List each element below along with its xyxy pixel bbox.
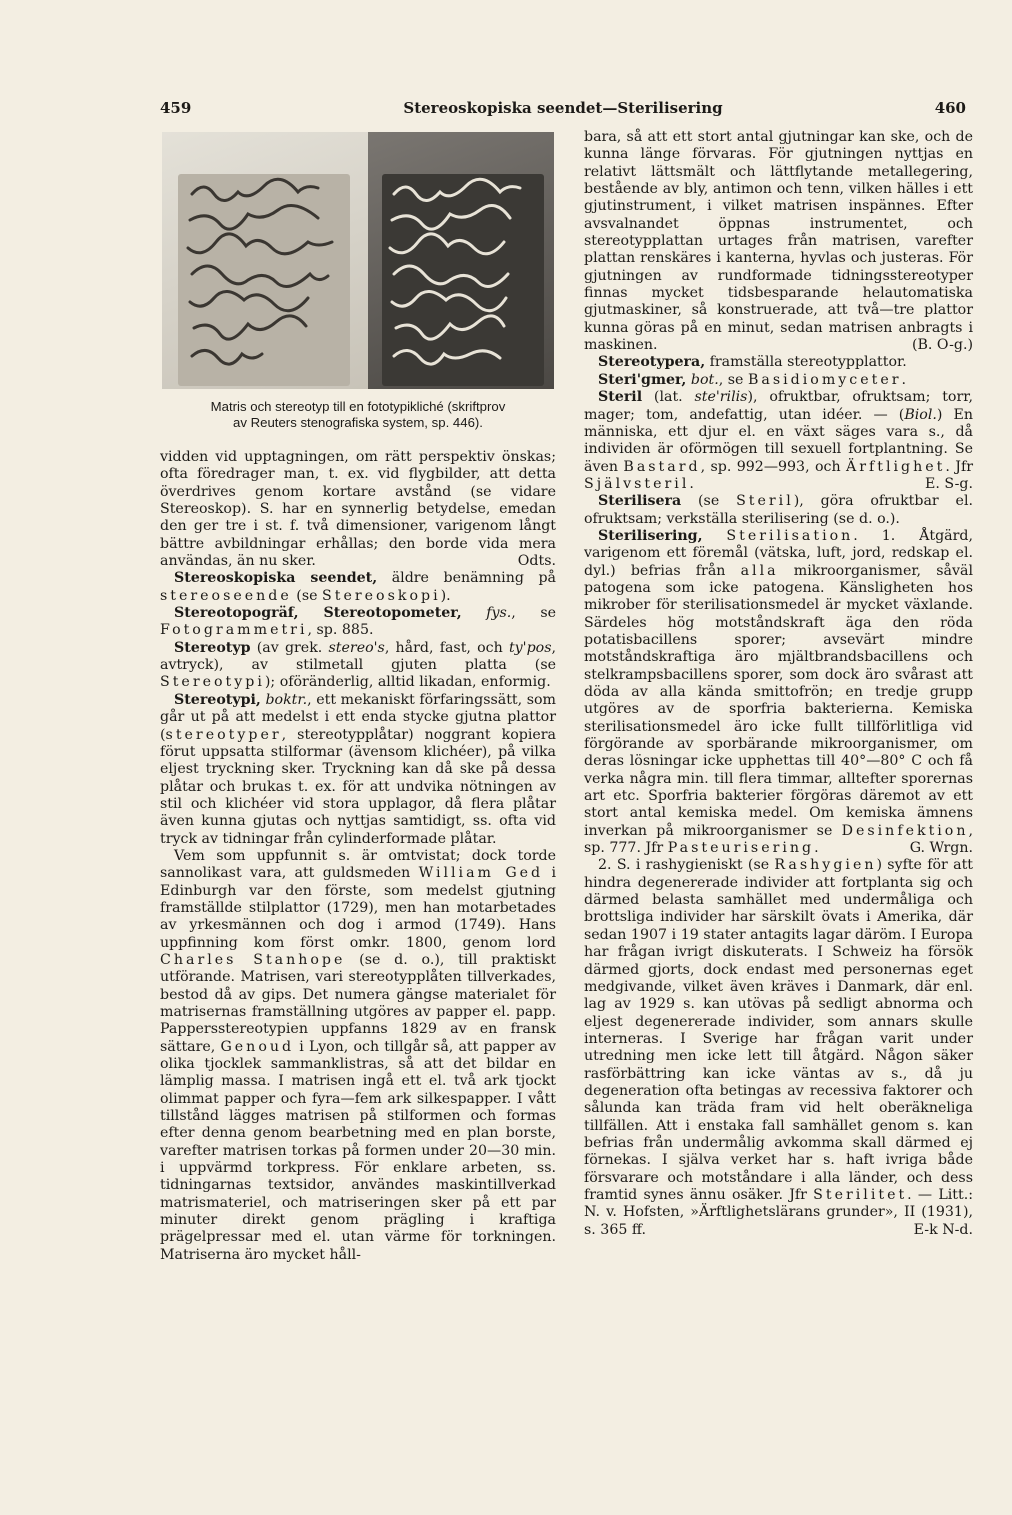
headword: Steril <box>598 389 643 406</box>
entry-stereotyp: Stereotyp (av grek. stereo's, hård, fast, och ty'pos, avtryck), av stilmetall gjuten platta (se Stereotypi); oföränderlig, alltid likadan, enformig. <box>160 639 556 691</box>
sterilisering-rashygien: 2. S. i rashygieniskt (se Rashygien) syfte för att hindra degenererade individer att fortplanta sig och därmed belasta samhället med undermåliga och brottsliga individer har särskilt övats i Amerika, där sedan 1907 i 19 stater antagits lagar däröm. I Europa har frågan ivrigt diskuterats. I Schweiz ha försök därmed gjorts, dock endast med personernas eget medgivande, vilket även kräves i Danmark, där enl. lag av 1929 s. kan utövas på sedligt abnorma och eljest degenererade individer, som annars skulle interneras. I Sverige har frågan varit under utredning men icke lett till åtgärd. Någon säker rasförbättring kan icke väntas av s., då ju degeneration ofta betingas av recessiva faktorer och sålunda kan träda fram vid helt oberäkneliga tillfällen. Att i enstaka fall samhället genom s. kan befrias från undermålig avkomma skall därmed ej förnekas. I själva verket har s. haft ivriga både försvarare och motståndare i alla länder, och dess framtid synes ännu osäker. Jfr Sterilitet. — Litt.: N. v. Hofsten, »Ärftlighetslärans grunder», II (1931), s. 365 ff. E-k N-d. <box>584 857 973 1238</box>
signature: E-k N-d. <box>913 1221 973 1238</box>
entry-stereoskopiska-seendet: Stereoskopiska seendet, äldre benämning på stereoseende (se Stereoskopi). <box>160 570 556 604</box>
person-name: Genoud <box>220 1038 295 1055</box>
cross-reference: Basidiomyceter <box>747 371 902 388</box>
headword: Stereotyp <box>174 639 251 656</box>
page-number-right: 460 <box>934 99 966 117</box>
shorthand-strokes <box>162 132 554 389</box>
headword: Stereotopogräf, Stereotopometer, <box>174 605 462 622</box>
left-column <box>160 449 556 1264</box>
running-title: Stereoskopiska seendet—Sterilisering <box>403 99 723 117</box>
headword: Sterilisera <box>598 493 682 510</box>
headword: Stereoskopiska seendet, <box>174 570 378 587</box>
signature: G. Wrgn. <box>909 840 973 857</box>
caption-line-1: Matris och stereotyp till en fototypikliché (skriftprov <box>210 399 506 414</box>
cross-reference: Steril <box>736 493 794 510</box>
headword: Steri'gmer, <box>598 371 687 388</box>
entry-stereotypera: Stereotypera, framställa stereotypplattor. <box>598 354 907 371</box>
running-head <box>160 99 966 123</box>
cross-reference: stereoseende <box>160 587 292 604</box>
page-number-left: 459 <box>160 99 192 117</box>
cross-reference: Sterilitet <box>813 1186 908 1203</box>
stereoskop-continuation: vidden vid upptagningen, om rätt perspektiv önskas; ofta föredrager man, t. ex. vid flygbilder, att detta överdrives genom kortare avstånd (se vidare Stereoskop). S. har en synnerlig betydelse, emedan den ger tre i st. f. två dimensioner, varigenom långt bättre avbildningar erhållas; den borde vida mera användas, än nu sker. Odts. <box>160 449 556 570</box>
caption-line-2: av Reuters stenografiska system, sp. 446). <box>233 415 483 430</box>
entry-sterilisera: Sterilisera (se Steril), göra ofruktbar el. ofruktsam; verkställa sterilisering (se d. o.). <box>584 493 974 527</box>
emphasis: alla <box>740 562 779 579</box>
matrix-stereotype-figure <box>162 132 554 389</box>
headword: Stereotypi, <box>174 691 261 708</box>
right-column <box>584 129 973 1239</box>
cross-reference: Ärftlighet <box>846 458 946 475</box>
cross-reference: Stereoskopi <box>322 587 441 604</box>
headword: Stereotypera, <box>598 354 706 371</box>
cross-reference: Sterilisation <box>726 527 854 544</box>
stereotypi-continuation: bara, så att ett stort antal gjutningar kan ske, och de kunna länge förvaras. För gjutningen nyttjas en relativt lättsmält och lättflytande metallegering, bestående av bly, antimon och tenn, vilken hälles i ett gjutinstrument, i vilket matrisen inspännes. Efter avsvalnandet öppnas instrumentet, och stereotypplattan urtages från matrisen, varefter plattan renskäres i kanterna, hyvlas och justeras. För gjutningen av rundformade tidningsstereotyper finnas mycket tidsbesparande helautomatiska gjutmaskiner, så konstruerade, att två—tre plattor kunna göras på en minut, sedan matrisen anbragts i maskinen. (B. O-g.) <box>584 129 973 354</box>
signature: (B. O-g.) <box>911 337 973 354</box>
cross-reference: Pasteurisering <box>667 840 815 857</box>
cross-reference: stereotyper <box>165 726 282 743</box>
entry-stereotypi: Stereotypi, boktr., ett mekaniskt förfaringssätt, som går ut på att medelst i ett enda stycke gjutna plattor (stereotyper, stereotypplåtar) noggrant kopiera förut uppsatta stilformar (ävensom klichéer), på vilka eljest tryckning sker. Tryckning kan då ske på dessa plåtar och brukas t. ex. för att undvika nötningen av stil och klichéer vid stora upplagor, då flera plåtar även kunna gjutas och nyttjas samtidigt, ss. ofta vid tryck av tidningar från cylinderformade plåtar. <box>160 691 556 847</box>
cross-reference: Fotogrammetri <box>160 622 308 639</box>
cross-reference: Rashygien <box>774 857 877 874</box>
signature: E. S-g. <box>924 475 973 492</box>
entry-steril: Steril (lat. ste'rilis), ofruktbar, ofruktsam; torr, mager; tom, andefattig, utan idéer. — (Biol.) En människa, ett djur el. en växt säges vara s., då individen är oförmögen till sexuell fortplantning. Se även Bastard, sp. 992—993, och Ärftlighet. Jfr Självsteril. E. S-g. <box>584 389 973 492</box>
cross-reference: Desinfektion <box>841 822 969 839</box>
signature: Odts. <box>517 553 556 570</box>
person-name: Charles Stanhope <box>160 951 346 968</box>
entry-stereotopograf: Stereotopogräf, Stereotopometer, fys., se Fotogrammetri, sp. 885. <box>160 605 557 639</box>
stereotypi-history: Vem som uppfunnit s. är omtvistat; dock torde sannolikast vara, att guldsmeden William Ged i Edinburgh var den förste, som medelst gjutning framställde stilplattor (1729), men han motarbetades av yrkesmännen och dog i armod (1749). Hans uppfinning kom först omkr. 1800, genom lord Charles Stanhope (se d. o.), till praktiskt utförande. Matrisen, vari stereotypplåten tillverkades, bestod då av gips. Det numera gängse materialet för matrisernas framställning utgöres av papper el. papp. Pappersstereotypien uppfanns 1829 av en fransk sättare, Genoud i Lyon, och tillgår så, att papper av olika tjocklek sammanklistras, så att det bildar en lämplig massa. I matrisen ingå ett el. två ark tjockt olimmat papper och fyra—fem ark silkespapper. I vått tillstånd lägges matrisen på stilformen och formas efter denna genom bearbetning med en plan borste, varefter matrisen torkas på formen under 20—30 min. i uppvärmd torkpress. För enklare arbeten, ss. tidningarnas textsidor, användes maskintillverkad matrismateriel, och matriseringen sker på ett par minuter direkt genom prägling i kraftiga prägelpressar med el. utan värme för torkningen. Matriserna äro mycket håll- <box>160 847 556 1263</box>
cross-reference: Bastard <box>623 458 701 475</box>
entry-sterigmer: Steri'gmer, bot., se Basidiomyceter. <box>598 371 907 388</box>
person-name: William Ged <box>418 865 544 882</box>
entry-sterilisering: Sterilisering, Sterilisation. 1. Åtgärd, varigenom ett föremål (vätska, luft, jord, redskap el. dyl.) befrias från alla mikroorganismer, såväl patogena som icke patogena. Känsligheten hos mikrober för sterilisationsmedel är mycket växlande. Särdeles hög motståndskraft äga den röda potatisbacillens sporer; avsevärt mindre motståndskraftiga äro mjältbrandsbacillens och stelkrampsbacillens sporer, som dock äro svårast att döda av alla kända smittofrön; en tredje grupp utgöres av de sporfria bakterierna. Kemiska sterilisationsmedel äro icke fullt tillförlitliga vid förgörande av sporbärande mikroorganismer, om deras lösningar icke upphettas till 40°—80° C och få verka några min. till flera timmar, alltefter sporernas art etc. Sporfria bakterier förgöras däremot av ett stort antal kemiska medel. Om kemiska ämnens inverkan på mikroorganismer se Desinfektion, sp. 777. Jfr Pasteurisering. G. Wrgn. <box>584 527 973 857</box>
headword: Sterilisering, <box>598 527 703 544</box>
cross-reference: Stereotypi <box>160 674 265 691</box>
cross-reference: Självsteril <box>584 475 690 492</box>
figure-caption <box>160 399 556 431</box>
